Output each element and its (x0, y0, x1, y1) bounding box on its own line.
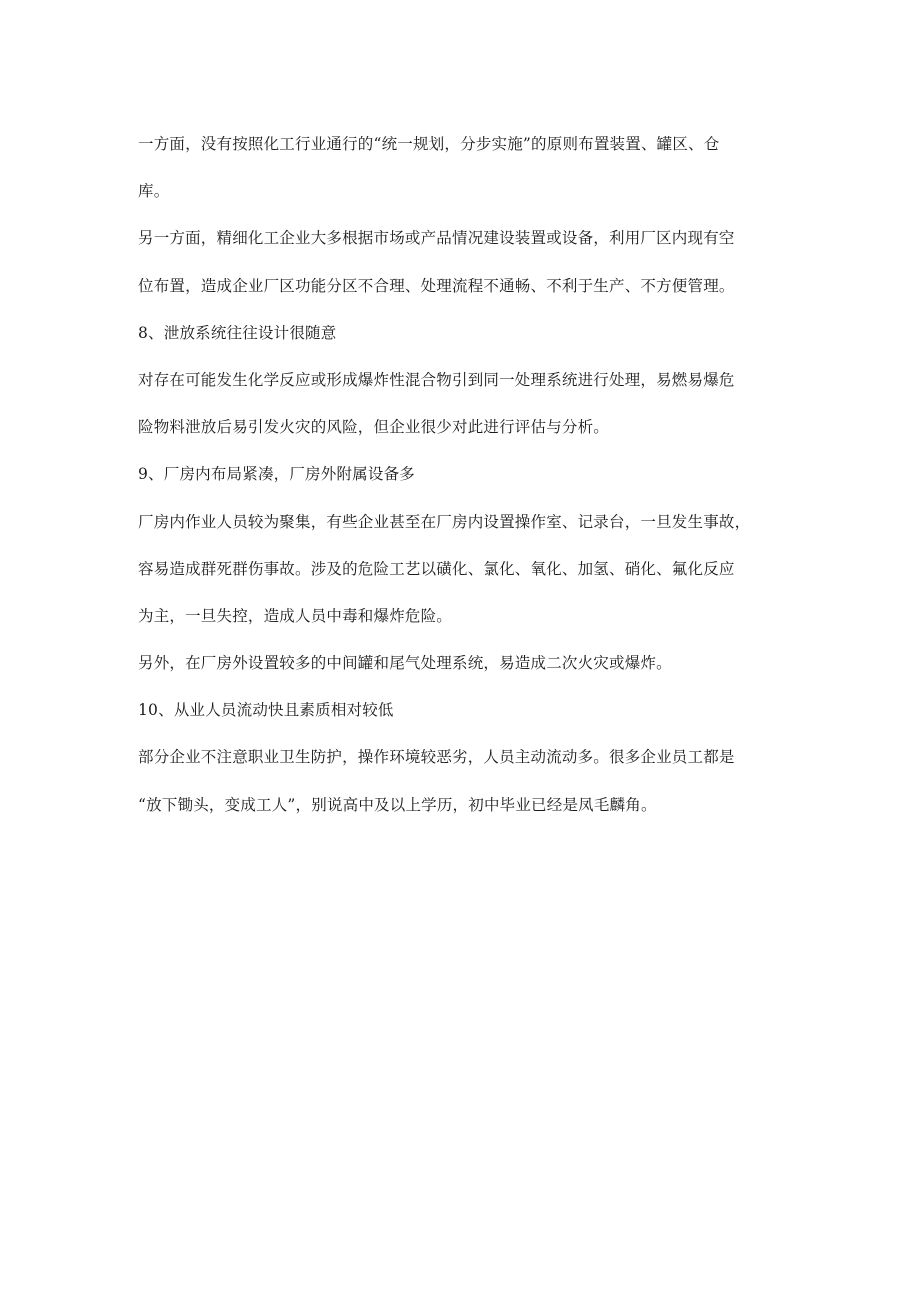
paragraph-line: 另一方面，精细化工企业大多根据市场或产品情况建设装置或设备，利用厂区内现有空 (138, 229, 735, 248)
paragraph-line: 对存在可能发生化学反应或形成爆炸性混合物引到同一处理系统进行处理，易燃易爆危 (138, 370, 735, 389)
paragraph-line: 险物料泄放后易引发火灾的风险，但企业很少对此进行评估与分析。 (138, 418, 610, 437)
document-body (138, 121, 798, 829)
paragraph-line: 库。 (138, 182, 170, 201)
paragraph-line: 位布置，造成企业厂区功能分区不合理、处理流程不通畅、不利于生产、不方便管理。 (138, 276, 735, 295)
paragraph-line: 一方面，没有按照化工行业通行的“统一规划，分步实施”的原则布置装置、罐区、仓 (138, 135, 720, 153)
paragraph-line: 另外，在厂房外设置较多的中间罐和尾气处理系统，易造成二次火灾或爆炸。 (138, 654, 672, 673)
section-heading: 8、泄放系统往往设计很随意 (138, 323, 337, 342)
paragraph-line: “放下锄头，变成工人”，别说高中及以上学历，初中毕业已经是凤毛麟角。 (138, 795, 657, 814)
paragraph-line: 容易造成群死群伤事故。涉及的危险工艺以磺化、氯化、氧化、加氢、硝化、氟化反应 (138, 559, 735, 578)
section-heading: 9、厂房内布局紧凑，厂房外附属设备多 (138, 465, 415, 484)
section-heading: 10、从业人员流动快且素质相对较低 (138, 701, 394, 720)
paragraph-line: 厂房内作业人员较为聚集，有些企业甚至在厂房内设置操作室、记录台，一旦发生事故， (138, 512, 751, 531)
paragraph-line: 部分企业不注意职业卫生防护，操作环境较恶劣，人员主动流动多。很多企业员工都是 (138, 748, 735, 767)
paragraph-line: 为主，一旦失控，造成人员中毒和爆炸危险。 (138, 606, 453, 625)
